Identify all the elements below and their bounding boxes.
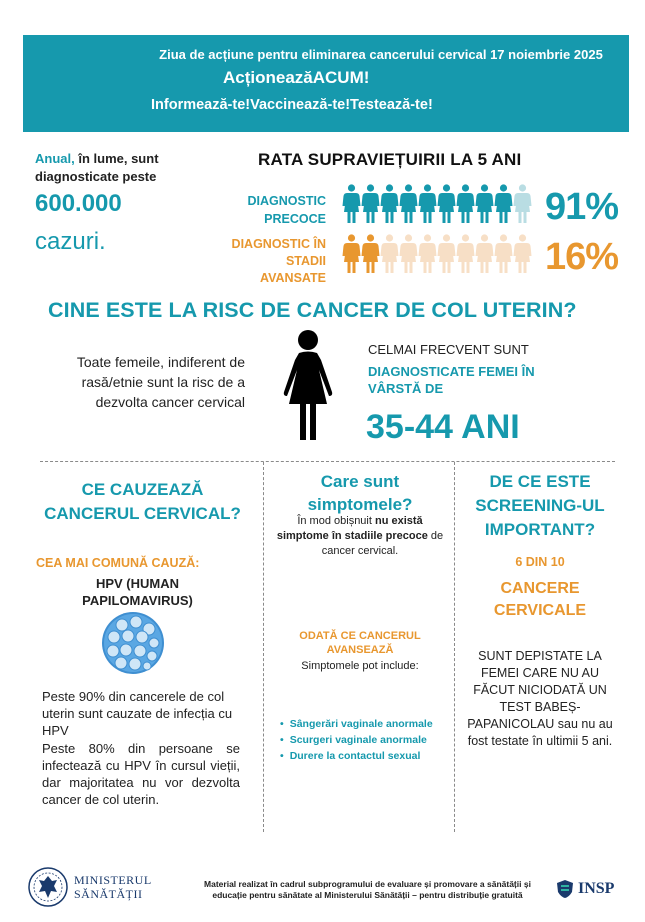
- hpv-cause: HPV (HUMAN PAPILOMAVIRUS): [82, 576, 193, 608]
- late-survival-pictogram: [342, 234, 532, 274]
- person-icon: [437, 184, 456, 224]
- survival-title: RATA SUPRAVIEȚUIRII LA 5 ANI: [258, 150, 522, 169]
- risk-age-range: 35-44 ANI: [366, 408, 520, 446]
- early-survival-pictogram: [342, 184, 532, 224]
- person-icon: [361, 184, 380, 224]
- ministry-logo: [28, 867, 152, 907]
- person-icon: [475, 234, 494, 274]
- insp-shield-icon: [556, 879, 574, 899]
- column-divider-1: [263, 462, 264, 832]
- section-divider: [40, 461, 615, 462]
- causes-title: CE CAUZEAZĂ CANCERUL CERVICAL?: [44, 480, 241, 523]
- ministry-name-line2: SĂNĂTĂȚII: [74, 887, 143, 901]
- screening-ratio: 6 DIN 10: [515, 555, 565, 569]
- early-symptoms-part-1: În mod obișnuit: [297, 515, 375, 527]
- late-diagnosis-label: DIAGNOSTIC ÎN STADII AVANSATE: [231, 237, 326, 285]
- early-symptoms-part-3: de cancer cervical.: [321, 530, 444, 557]
- early-diagnosis-label: DIAGNOSTIC PRECOCE: [247, 194, 326, 226]
- header-banner: [23, 35, 629, 132]
- list-item: • Sângerări vaginale anormale: [280, 716, 433, 732]
- woman-icon: [283, 330, 333, 442]
- person-icon: [399, 234, 418, 274]
- early-symptoms-part-2: nu există simptome în stadiile precoce: [276, 515, 428, 542]
- annual-highlight: Anual,: [35, 151, 75, 166]
- advanced-cancer-label: ODATĂ CE CANCERUL AVANSEAZĂ: [299, 630, 421, 656]
- screening-title: DE CE ESTE SCREENING-UL IMPORTANT?: [475, 472, 605, 539]
- banner-slogan: AcționeazăACUM!: [223, 68, 370, 87]
- insp-name: INSP: [578, 880, 615, 897]
- early-symptoms-text: [275, 514, 445, 559]
- person-icon: [342, 234, 361, 274]
- person-icon: [494, 234, 513, 274]
- list-item: • Scurgeri vaginale anormale: [280, 732, 433, 748]
- annual-intro-rest: în lume, sunt diagnosticate peste: [35, 151, 159, 184]
- person-icon: [380, 184, 399, 224]
- list-item: • Durere la contactul sexual: [280, 748, 433, 764]
- person-icon: [456, 184, 475, 224]
- most-common-cause-label: CEA MAI COMUNĂ CAUZĂ:: [36, 556, 200, 570]
- person-icon: [513, 184, 532, 224]
- person-icon: [418, 184, 437, 224]
- footer-disclaimer: Material realizat în cadrul subprogramului de evaluare și promovare a sănătății și educație pentru sănătate al Ministerului Sănătății – pentru distribuție gratuită: [204, 879, 531, 900]
- person-icon: [418, 234, 437, 274]
- person-icon: [513, 234, 532, 274]
- ministry-name-line1: MINISTERUL: [74, 873, 152, 887]
- person-icon: [399, 184, 418, 224]
- person-icon: [342, 184, 361, 224]
- person-icon: [437, 234, 456, 274]
- risk-all-women-text: Toate femeile, indiferent de rasă/etnie sunt la risc de a dezvolta cancer cervical: [76, 354, 245, 410]
- hpv-80-percent-text: Peste 80% din persoane se infectează cu HPV în cursul vieții, dar majoritatea nu vor dezvolta cancer de col uterin.: [42, 741, 240, 807]
- annual-cases-unit: cazuri.: [35, 228, 106, 255]
- annual-cases-intro: [35, 150, 205, 186]
- virus-icon: [100, 610, 166, 676]
- banner-event-line: Ziua de acțiune pentru eliminarea cancerului cervical 17 noiembrie 2025: [159, 47, 603, 62]
- screening-cancers-label: CANCERE CERVICALE: [493, 580, 587, 619]
- person-icon: [475, 184, 494, 224]
- symptoms-list: [280, 716, 433, 764]
- early-survival-percent: 91%: [545, 186, 619, 228]
- symptoms-may-include: Simptomele pot include:: [301, 660, 419, 672]
- column-divider-2: [454, 462, 455, 832]
- person-icon: [494, 184, 513, 224]
- coat-of-arms-icon: [28, 867, 68, 907]
- risk-section-title: CINE ESTE LA RISC DE CANCER DE COL UTERIN?: [48, 298, 577, 322]
- person-icon: [456, 234, 475, 274]
- person-icon: [380, 234, 399, 274]
- late-survival-percent: 16%: [545, 236, 619, 278]
- risk-diagnosed-women-line: DIAGNOSTICATE FEMEI ÎN VÂRSTĂ DE: [368, 364, 535, 396]
- person-icon: [361, 234, 380, 274]
- banner-calls-to-action: Informează-te!Vaccinează-te!Testează-te!: [151, 97, 433, 113]
- screening-explanation: SUNT DEPISTATE LA FEMEI CARE NU AU FĂCUT NICIODATĂ UN TEST BABEȘ-PAPANICOLAU sau nu au fost testate în ultimii 5 ani.: [467, 649, 613, 748]
- insp-logo: [556, 879, 614, 899]
- symptoms-title: Care sunt simptomele?: [307, 472, 413, 514]
- hpv-90-percent-text: Peste 90% din cancerele de col uterin sunt cauzate de infecția cu HPV: [42, 689, 233, 738]
- annual-cases-number: 600.000: [35, 190, 122, 217]
- risk-most-frequent-line: CELMAI FRECVENT SUNT: [368, 342, 529, 357]
